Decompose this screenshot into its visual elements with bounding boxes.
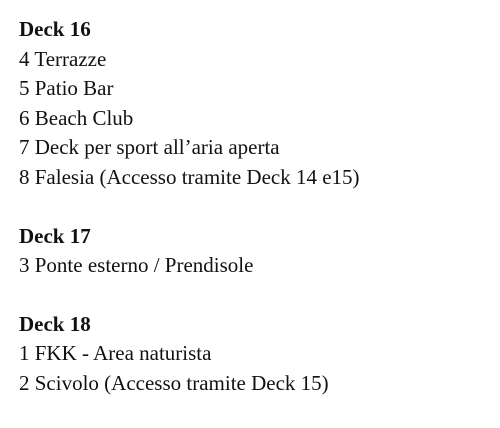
section-heading: Deck 16 [19,17,91,41]
section-deck-18 [19,310,489,399]
section-heading: Deck 17 [19,223,91,248]
list-item: 5 Patio Bar [19,76,114,101]
list-item: 4 Terrazze [19,46,107,71]
list-item: 6 Beach Club [19,105,134,130]
list-item: 1 FKK - Area naturista [19,341,212,366]
list-item: 7 Deck per sport all’aria aperta [19,135,280,160]
list-item: 8 Falesia (Accesso tramite Deck 14 e15) [19,164,360,189]
section-heading: Deck 18 [19,311,91,336]
section-deck-17 [19,222,489,281]
deck-list-document [19,15,489,428]
list-item: 3 Ponte esterno / Prendisole [19,253,254,278]
list-item: 2 Scivolo (Accesso tramite Deck 15) [19,370,329,395]
section-deck-16 [19,15,489,193]
